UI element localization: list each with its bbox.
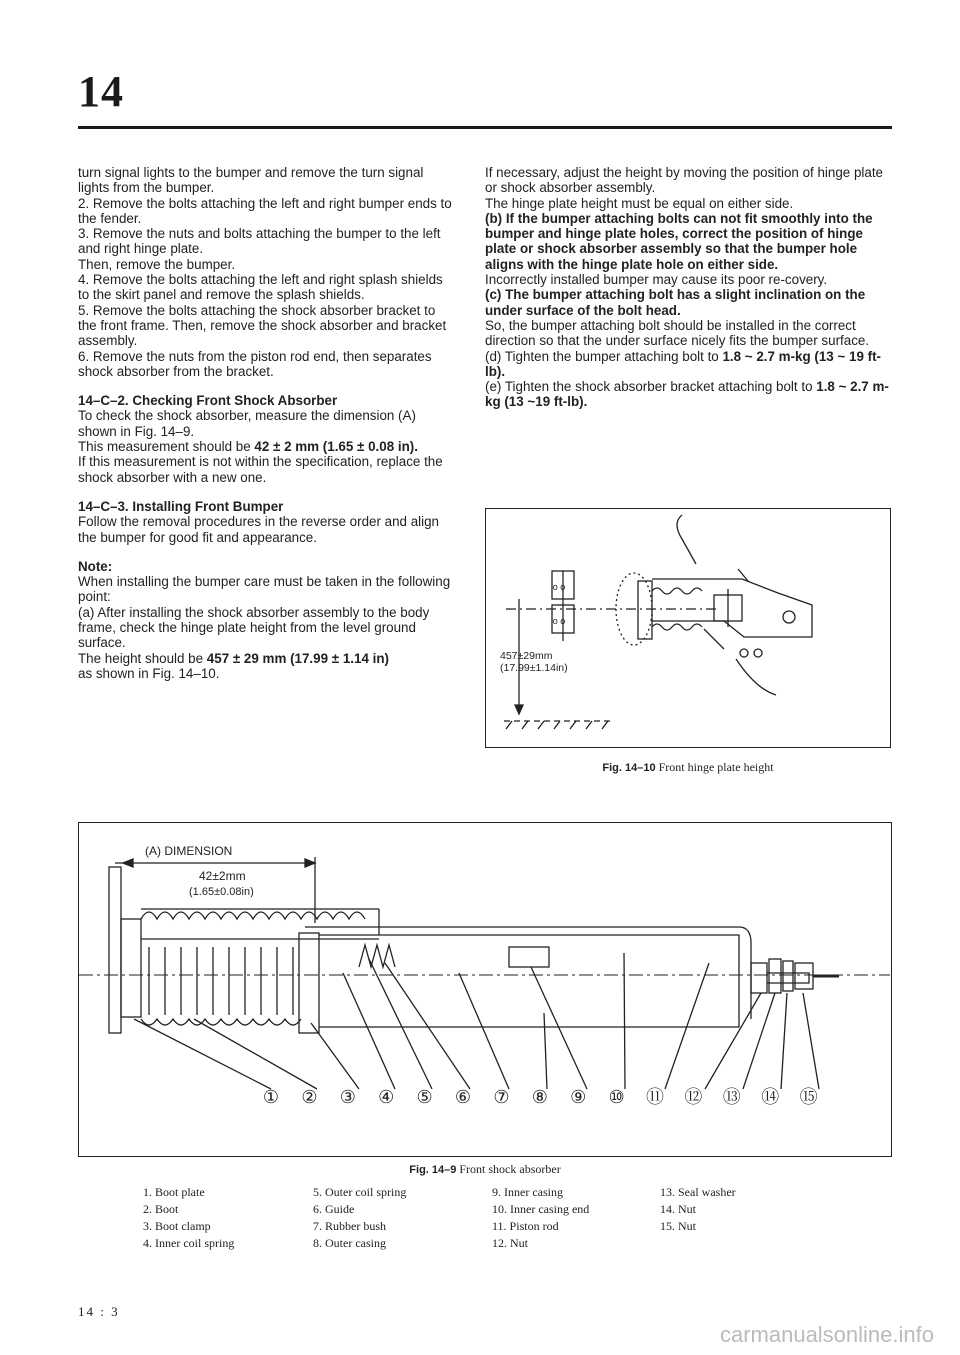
paragraph: [78, 439, 452, 454]
paragraph: Then, remove the bumper.: [78, 256, 236, 272]
paragraph: When installing the bumper care must be taken in the following point:: [78, 574, 451, 605]
note-label: Note:: [78, 558, 113, 574]
legend-item: 12. Nut: [492, 1236, 528, 1250]
figure-hinge-plate-height: [485, 508, 891, 748]
paragraph: as shown in Fig. 14–10.: [78, 665, 220, 681]
callout-number: ⑤: [416, 1087, 433, 1107]
paragraph: 6. Remove the nuts from the piston rod end, then separates shock absorber from the bracket.: [78, 348, 432, 379]
paragraph: turn signal lights to the bumper and remove the turn signal lights from the bumper.: [78, 165, 424, 196]
paragraph: Incorrectly installed bumper may cause its poor re-covery.: [485, 272, 828, 288]
page-number: 14 : 3: [78, 1304, 120, 1319]
text-run: (e) Tighten the shock absorber bracket attaching bolt to: [485, 379, 817, 395]
legend-item: 4. Inner coil spring: [143, 1236, 235, 1250]
paragraph: Follow the removal procedures in the reverse order and align the bumper for good fit and appearance.: [78, 514, 439, 545]
callout-number: ⑫: [684, 1087, 703, 1107]
legend-column-4: [660, 1184, 736, 1235]
callout-number: ⑥: [454, 1087, 472, 1107]
legend-item: 15. Nut: [660, 1219, 696, 1233]
legend-item: 10. Inner casing end: [492, 1202, 590, 1216]
section-heading: 14–C–3. Installing Front Bumper: [78, 498, 284, 514]
left-column: [78, 165, 452, 681]
callout-number: ①: [262, 1087, 280, 1107]
spec-value: 1.8 ~ 2.7 m-kg (13 ~19 ft-lb).: [485, 379, 889, 410]
dimension-imperial: (1.65±0.08in): [189, 886, 254, 898]
legend-item: 11. Piston rod: [492, 1219, 559, 1233]
paragraph: 5. Remove the bolts attaching the shock absorber bracket to the front frame. Then, remove the shock absorber and bracket assembly.: [78, 302, 447, 349]
legend-item: 13. Seal washer: [660, 1185, 736, 1199]
callout-number: ④: [378, 1087, 395, 1107]
figure-title: Front shock absorber: [456, 1162, 561, 1176]
legend-item: 7. Rubber bush: [313, 1219, 386, 1233]
legend-item: 1. Boot plate: [143, 1185, 205, 1199]
hinge-marker-bottom: o o: [552, 616, 566, 626]
dimension-metric: 42±2mm: [199, 869, 246, 883]
callout-number: ⑮: [799, 1087, 818, 1107]
callout-number: ⑭: [761, 1087, 780, 1107]
legend-item: 6. Guide: [313, 1202, 355, 1216]
callout-numbers: [263, 1087, 818, 1107]
text-run: This measurement should be: [78, 439, 255, 455]
paragraph: If necessary, adjust the height by moving the position of hinge plate or shock absorber assembly.: [485, 165, 883, 196]
legend-item: 2. Boot: [143, 1202, 179, 1216]
callout-number: ⑦: [493, 1087, 510, 1107]
figure-number: Fig. 14–10: [602, 762, 656, 774]
header-rule: [78, 126, 892, 129]
paragraph: If this measurement is not within the specification, replace the shock absorber with a new one.: [78, 454, 443, 485]
spec-value: 1.8 ~ 2.7 m-kg (13 ~ 19 ft-lb).: [485, 348, 881, 379]
callout-number: ⑪: [646, 1087, 664, 1107]
paragraph: (a) After installing the shock absorber assembly to the body frame, check the hinge plate height from the level ground surface.: [78, 604, 430, 651]
chapter-number: 14: [78, 67, 124, 116]
figure-title: Front hinge plate height: [655, 760, 774, 774]
dimension-title: (A) DIMENSION: [145, 844, 233, 858]
paragraph: (b) If the bumper attaching bolts can not fit smoothly into the bumper and hinge plate holes, correct the position of hinge plate or shock absorber assembly so that the bumper hole aligns with the hinge plate hole on either side.: [485, 210, 873, 272]
legend-column-3: [492, 1184, 589, 1252]
legend-item: 14. Nut: [660, 1202, 696, 1216]
paragraph: [485, 349, 891, 380]
legend-column-2: [313, 1184, 406, 1252]
paragraph: [485, 379, 891, 410]
shock-absorber-diagram: [79, 823, 890, 1155]
paragraph: [78, 651, 452, 666]
paragraph: (c) The bumper attaching bolt has a slight inclination on the under surface of the bolt head.: [485, 287, 866, 318]
text-run: (d) Tighten the bumper attaching bolt to: [485, 348, 723, 364]
hinge-plate-diagram: [486, 509, 889, 746]
callout-number: ⑬: [722, 1087, 741, 1107]
paragraph: The hinge plate height must be equal on either side.: [485, 195, 794, 211]
text-run: The height should be: [78, 650, 207, 666]
callout-number: ⑧: [531, 1087, 548, 1107]
right-column: [485, 165, 891, 410]
height-label-imperial: (17.99±1.14in): [500, 662, 568, 674]
callout-number: ⑩: [608, 1087, 625, 1107]
legend-item: 5. Outer coil spring: [313, 1185, 407, 1199]
figure-caption: [485, 760, 891, 775]
figure-shock-absorber: [78, 822, 892, 1157]
paragraph: 2. Remove the bolts attaching the left and right bumper ends to the fender.: [78, 195, 452, 226]
paragraph: To check the shock absorber, measure the dimension (A) shown in Fig. 14–9.: [78, 408, 416, 439]
figure-caption: [78, 1162, 892, 1177]
watermark: carmanualsonline.info: [719, 1322, 934, 1347]
callout-number: ⑨: [570, 1087, 587, 1107]
paragraph: So, the bumper attaching bolt should be installed in the correct direction so that the under surface nicely fits the bumper surface.: [485, 317, 870, 349]
callout-number: ③: [339, 1087, 356, 1107]
spec-value: 457 ± 29 mm (17.99 ± 1.14 in): [206, 650, 389, 666]
callout-number: ②: [301, 1087, 318, 1107]
legend-item: 3. Boot clamp: [143, 1219, 211, 1233]
legend-item: 8. Outer casing: [313, 1236, 386, 1250]
hinge-marker-top: o o: [552, 582, 566, 592]
paragraph: 4. Remove the bolts attaching the left and right splash shields to the skirt panel and remove the splash shields.: [78, 272, 443, 303]
height-label-metric: 457±29mm: [500, 650, 553, 662]
legend-column-1: [143, 1184, 234, 1252]
section-heading: 14–C–2. Checking Front Shock Absorber: [78, 393, 338, 409]
spec-value: 42 ± 2 mm (1.65 ± 0.08 in).: [254, 439, 418, 455]
figure-number: Fig. 14–9: [409, 1164, 457, 1176]
paragraph: 3. Remove the nuts and bolts attaching the bumper to the left and right hinge plate.: [78, 226, 441, 257]
legend-item: 9. Inner casing: [492, 1185, 563, 1199]
